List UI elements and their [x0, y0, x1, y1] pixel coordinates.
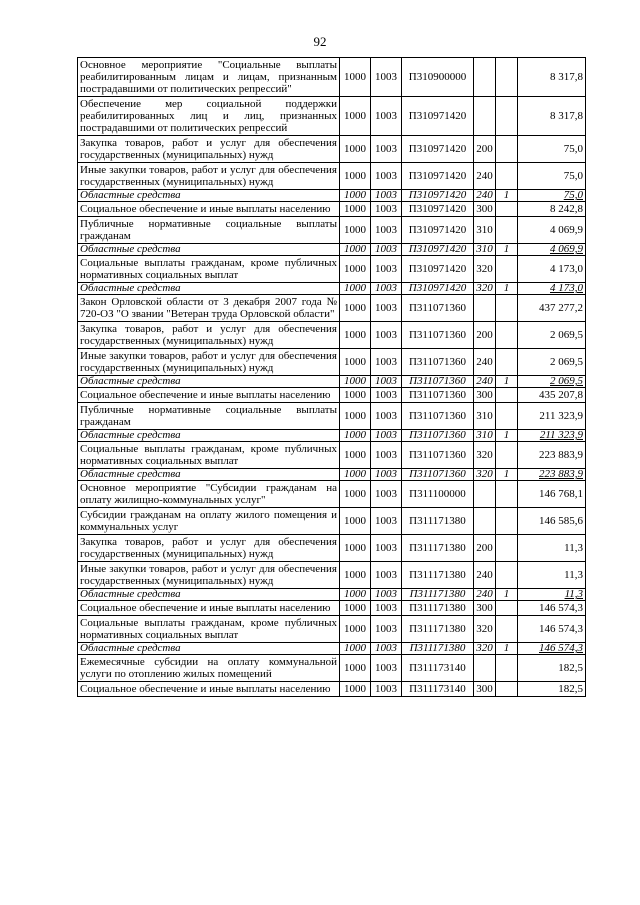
target-article-code: П310971420: [402, 217, 474, 244]
target-article-code: П311171380: [402, 643, 474, 655]
target-article-code: П311071360: [402, 442, 474, 469]
row-name: Иные закупки товаров, работ и услуг для обеспечения государственных (муниципальных) нужд: [78, 163, 340, 190]
target-article-code: П310900000: [402, 58, 474, 97]
expense-type-code: 240: [474, 376, 496, 388]
section-code: 1000: [340, 430, 371, 442]
amount: 435 207,8: [518, 388, 586, 403]
target-article-code: П310971420: [402, 97, 474, 136]
amount: 4 069,9: [518, 244, 586, 256]
section-code: 1000: [340, 481, 371, 508]
subsection-code: 1003: [371, 97, 402, 136]
section-code: 1000: [340, 244, 371, 256]
subsection-code: 1003: [371, 601, 402, 616]
subsection-code: 1003: [371, 535, 402, 562]
funding-source-code: [496, 442, 518, 469]
amount: 11,3: [518, 562, 586, 589]
expense-type-code: [474, 97, 496, 136]
target-article-code: П311171380: [402, 616, 474, 643]
subsection-code: 1003: [371, 190, 402, 202]
funding-source-code: [496, 322, 518, 349]
subsection-code: 1003: [371, 682, 402, 697]
expense-type-code: 200: [474, 535, 496, 562]
funding-source-code: [496, 655, 518, 682]
section-code: 1000: [340, 682, 371, 697]
target-article-code: П311100000: [402, 481, 474, 508]
expense-type-code: 240: [474, 349, 496, 376]
section-code: 1000: [340, 217, 371, 244]
table-row: [78, 655, 586, 682]
expense-type-code: 310: [474, 217, 496, 244]
subsection-code: 1003: [371, 58, 402, 97]
amount: 4 173,0: [518, 256, 586, 283]
section-code: 1000: [340, 163, 371, 190]
funding-source-code: 1: [496, 376, 518, 388]
subsection-code: 1003: [371, 163, 402, 190]
section-code: 1000: [340, 256, 371, 283]
target-article-code: П311171380: [402, 562, 474, 589]
table-row: [78, 217, 586, 244]
subsection-code: 1003: [371, 616, 402, 643]
table-row: [78, 481, 586, 508]
amount: 2 069,5: [518, 376, 586, 388]
amount: 437 277,2: [518, 295, 586, 322]
amount: 8 242,8: [518, 202, 586, 217]
row-name: Ежемесячные субсидии на оплату коммунальной услуги по отоплению жилых помещений: [78, 655, 340, 682]
amount: 182,5: [518, 655, 586, 682]
row-name: Областные средства: [78, 430, 340, 442]
budget-table: [77, 57, 586, 697]
funding-source-code: 1: [496, 430, 518, 442]
expense-type-code: 200: [474, 136, 496, 163]
target-article-code: П310971420: [402, 244, 474, 256]
funding-source-code: [496, 58, 518, 97]
table-row: [78, 136, 586, 163]
section-code: 1000: [340, 589, 371, 601]
section-code: 1000: [340, 97, 371, 136]
section-code: 1000: [340, 655, 371, 682]
expense-type-code: 300: [474, 388, 496, 403]
subsection-code: 1003: [371, 655, 402, 682]
subsection-code: 1003: [371, 562, 402, 589]
target-article-code: П310971420: [402, 190, 474, 202]
table-row: [78, 163, 586, 190]
section-code: 1000: [340, 376, 371, 388]
row-name: Основное мероприятие "Субсидии гражданам на оплату жилищно-коммунальных услуг": [78, 481, 340, 508]
expense-type-code: [474, 58, 496, 97]
expense-type-code: 300: [474, 682, 496, 697]
expense-type-code: 240: [474, 190, 496, 202]
row-name: Социальное обеспечение и иные выплаты населению: [78, 202, 340, 217]
funding-source-code: [496, 217, 518, 244]
page-number: 92: [313, 34, 327, 49]
expense-type-code: 310: [474, 403, 496, 430]
row-name: Закон Орловской области от 3 декабря 2007 года № 720-ОЗ "О звании "Ветеран труда Орловской области": [78, 295, 340, 322]
target-article-code: П311071360: [402, 469, 474, 481]
subsection-code: 1003: [371, 244, 402, 256]
funding-source-code: 1: [496, 283, 518, 295]
funding-source-code: [496, 601, 518, 616]
expense-type-code: 300: [474, 202, 496, 217]
row-name: Областные средства: [78, 469, 340, 481]
row-name: Иные закупки товаров, работ и услуг для обеспечения государственных (муниципальных) нужд: [78, 349, 340, 376]
subsection-code: 1003: [371, 508, 402, 535]
funding-source-code: 1: [496, 589, 518, 601]
row-name: Областные средства: [78, 244, 340, 256]
target-article-code: П311171380: [402, 535, 474, 562]
target-article-code: П311173140: [402, 682, 474, 697]
amount: 11,3: [518, 535, 586, 562]
row-name: Социальное обеспечение и иные выплаты населению: [78, 682, 340, 697]
expense-type-code: 320: [474, 283, 496, 295]
table-row-regional-funds: [78, 376, 586, 388]
target-article-code: П311071360: [402, 349, 474, 376]
row-name: Иные закупки товаров, работ и услуг для обеспечения государственных (муниципальных) нужд: [78, 562, 340, 589]
table-row: [78, 508, 586, 535]
target-article-code: П311171380: [402, 508, 474, 535]
table-row: [78, 388, 586, 403]
amount: 2 069,5: [518, 322, 586, 349]
section-code: 1000: [340, 616, 371, 643]
table-row-regional-funds: [78, 469, 586, 481]
table-row-regional-funds: [78, 643, 586, 655]
subsection-code: 1003: [371, 442, 402, 469]
expense-type-code: [474, 481, 496, 508]
row-name: Областные средства: [78, 643, 340, 655]
row-name: Областные средства: [78, 190, 340, 202]
section-code: 1000: [340, 136, 371, 163]
row-name: Областные средства: [78, 589, 340, 601]
amount: 11,3: [518, 589, 586, 601]
amount: 211 323,9: [518, 430, 586, 442]
funding-source-code: [496, 535, 518, 562]
section-code: 1000: [340, 508, 371, 535]
expense-type-code: [474, 295, 496, 322]
expense-type-code: 240: [474, 562, 496, 589]
table-row: [78, 256, 586, 283]
funding-source-code: [496, 403, 518, 430]
expense-type-code: [474, 655, 496, 682]
table-row: [78, 562, 586, 589]
table-row: [78, 682, 586, 697]
row-name: Публичные нормативные социальные выплаты гражданам: [78, 403, 340, 430]
funding-source-code: [496, 136, 518, 163]
target-article-code: П311071360: [402, 388, 474, 403]
row-name: Закупка товаров, работ и услуг для обеспечения государственных (муниципальных) нужд: [78, 322, 340, 349]
amount: 4 069,9: [518, 217, 586, 244]
funding-source-code: [496, 682, 518, 697]
amount: 146 585,6: [518, 508, 586, 535]
section-code: 1000: [340, 202, 371, 217]
target-article-code: П311071360: [402, 376, 474, 388]
amount: 211 323,9: [518, 403, 586, 430]
expense-type-code: 240: [474, 589, 496, 601]
amount: 223 883,9: [518, 442, 586, 469]
expense-type-code: 200: [474, 322, 496, 349]
subsection-code: 1003: [371, 256, 402, 283]
amount: 75,0: [518, 190, 586, 202]
row-name: Областные средства: [78, 283, 340, 295]
table-row-regional-funds: [78, 430, 586, 442]
row-name: Областные средства: [78, 376, 340, 388]
budget-table-body: [78, 58, 586, 697]
table-row: [78, 58, 586, 97]
section-code: 1000: [340, 643, 371, 655]
expense-type-code: 320: [474, 643, 496, 655]
row-name: Субсидии гражданам на оплату жилого помещения и коммунальных услуг: [78, 508, 340, 535]
subsection-code: 1003: [371, 136, 402, 163]
table-row-regional-funds: [78, 589, 586, 601]
amount: 8 317,8: [518, 97, 586, 136]
expense-type-code: 310: [474, 244, 496, 256]
table-row: [78, 322, 586, 349]
section-code: 1000: [340, 322, 371, 349]
subsection-code: 1003: [371, 322, 402, 349]
funding-source-code: 1: [496, 469, 518, 481]
funding-source-code: [496, 508, 518, 535]
amount: 146 574,3: [518, 616, 586, 643]
target-article-code: П311171380: [402, 601, 474, 616]
row-name: Обеспечение мер социальной поддержки реабилитированных лиц и лиц, признанных пострадавшими от политических репрессий: [78, 97, 340, 136]
target-article-code: П311071360: [402, 430, 474, 442]
funding-source-code: 1: [496, 190, 518, 202]
table-row: [78, 349, 586, 376]
section-code: 1000: [340, 403, 371, 430]
subsection-code: 1003: [371, 403, 402, 430]
target-article-code: П310971420: [402, 202, 474, 217]
expense-type-code: 310: [474, 430, 496, 442]
subsection-code: 1003: [371, 469, 402, 481]
row-name: Социальное обеспечение и иные выплаты населению: [78, 601, 340, 616]
target-article-code: П311071360: [402, 295, 474, 322]
subsection-code: 1003: [371, 430, 402, 442]
subsection-code: 1003: [371, 388, 402, 403]
expense-type-code: 320: [474, 442, 496, 469]
subsection-code: 1003: [371, 589, 402, 601]
expense-type-code: 320: [474, 469, 496, 481]
expense-type-code: 300: [474, 601, 496, 616]
amount: 8 317,8: [518, 58, 586, 97]
funding-source-code: 1: [496, 244, 518, 256]
table-row: [78, 442, 586, 469]
section-code: 1000: [340, 295, 371, 322]
section-code: 1000: [340, 442, 371, 469]
section-code: 1000: [340, 562, 371, 589]
target-article-code: П311173140: [402, 655, 474, 682]
amount: 146 768,1: [518, 481, 586, 508]
expense-type-code: 240: [474, 163, 496, 190]
funding-source-code: [496, 562, 518, 589]
expense-type-code: 320: [474, 616, 496, 643]
expense-type-code: 320: [474, 256, 496, 283]
section-code: 1000: [340, 283, 371, 295]
subsection-code: 1003: [371, 295, 402, 322]
funding-source-code: [496, 202, 518, 217]
amount: 146 574,3: [518, 643, 586, 655]
target-article-code: П310971420: [402, 163, 474, 190]
target-article-code: П311071360: [402, 403, 474, 430]
subsection-code: 1003: [371, 481, 402, 508]
section-code: 1000: [340, 469, 371, 481]
funding-source-code: [496, 388, 518, 403]
section-code: 1000: [340, 388, 371, 403]
row-name: Социальные выплаты гражданам, кроме публичных нормативных социальных выплат: [78, 616, 340, 643]
row-name: Закупка товаров, работ и услуг для обеспечения государственных (муниципальных) нужд: [78, 136, 340, 163]
funding-source-code: [496, 97, 518, 136]
section-code: 1000: [340, 190, 371, 202]
table-row: [78, 601, 586, 616]
target-article-code: П311071360: [402, 322, 474, 349]
row-name: Социальное обеспечение и иные выплаты населению: [78, 388, 340, 403]
target-article-code: П310971420: [402, 256, 474, 283]
amount: 223 883,9: [518, 469, 586, 481]
funding-source-code: [496, 349, 518, 376]
subsection-code: 1003: [371, 217, 402, 244]
subsection-code: 1003: [371, 349, 402, 376]
table-row: [78, 97, 586, 136]
table-row: [78, 535, 586, 562]
section-code: 1000: [340, 601, 371, 616]
funding-source-code: [496, 616, 518, 643]
target-article-code: П311171380: [402, 589, 474, 601]
amount: 75,0: [518, 136, 586, 163]
amount: 146 574,3: [518, 601, 586, 616]
subsection-code: 1003: [371, 376, 402, 388]
expense-type-code: [474, 508, 496, 535]
table-row: [78, 616, 586, 643]
target-article-code: П310971420: [402, 136, 474, 163]
funding-source-code: [496, 481, 518, 508]
section-code: 1000: [340, 349, 371, 376]
table-row-regional-funds: [78, 283, 586, 295]
row-name: Социальные выплаты гражданам, кроме публичных нормативных социальных выплат: [78, 442, 340, 469]
amount: 2 069,5: [518, 349, 586, 376]
section-code: 1000: [340, 58, 371, 97]
subsection-code: 1003: [371, 202, 402, 217]
table-row: [78, 202, 586, 217]
funding-source-code: [496, 295, 518, 322]
row-name: Публичные нормативные социальные выплаты гражданам: [78, 217, 340, 244]
table-row: [78, 403, 586, 430]
row-name: Социальные выплаты гражданам, кроме публичных нормативных социальных выплат: [78, 256, 340, 283]
table-row-regional-funds: [78, 190, 586, 202]
subsection-code: 1003: [371, 643, 402, 655]
funding-source-code: [496, 163, 518, 190]
amount: 182,5: [518, 682, 586, 697]
funding-source-code: [496, 256, 518, 283]
amount: 75,0: [518, 163, 586, 190]
table-row-regional-funds: [78, 244, 586, 256]
target-article-code: П310971420: [402, 283, 474, 295]
table-row: [78, 295, 586, 322]
funding-source-code: 1: [496, 643, 518, 655]
row-name: Основное мероприятие "Социальные выплаты реабилитированным лицам и лицам, признанным пострадавшими от политических репрессий": [78, 58, 340, 97]
amount: 4 173,0: [518, 283, 586, 295]
row-name: Закупка товаров, работ и услуг для обеспечения государственных (муниципальных) нужд: [78, 535, 340, 562]
subsection-code: 1003: [371, 283, 402, 295]
section-code: 1000: [340, 535, 371, 562]
